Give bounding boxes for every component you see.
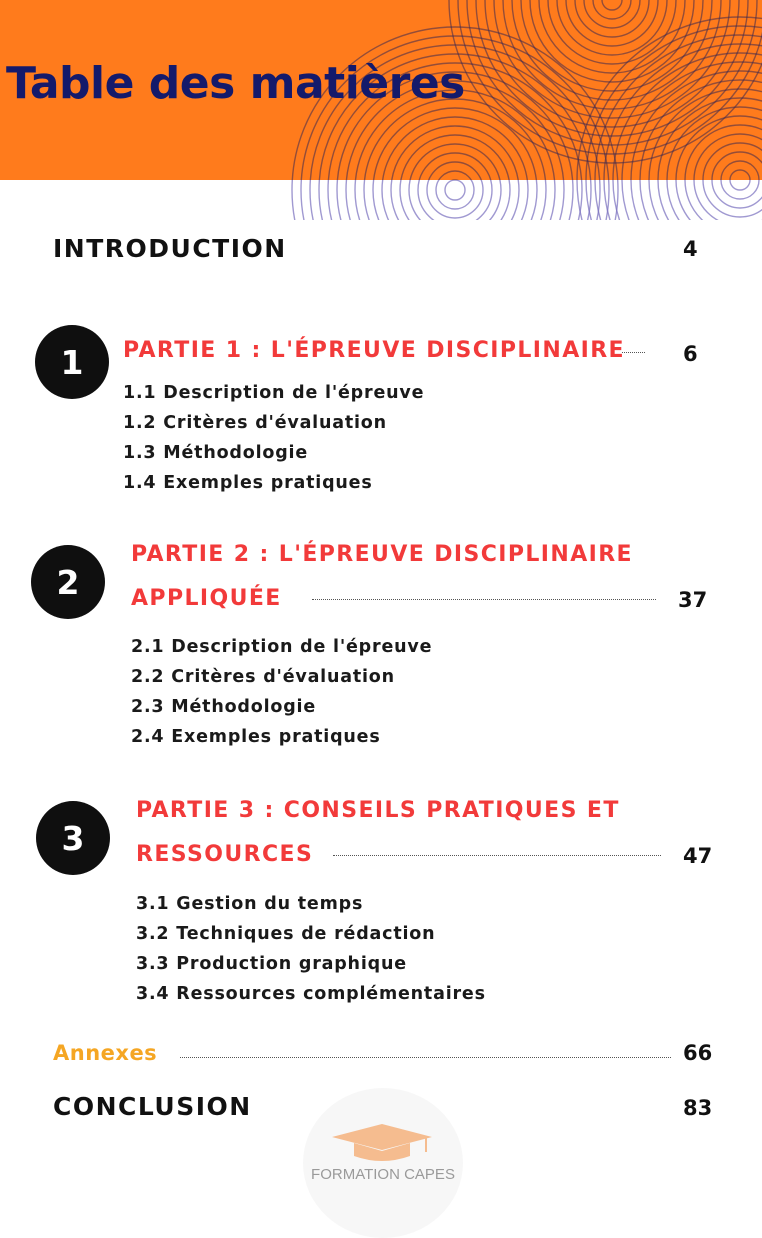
part-2-item[interactable]: 2.3 Méthodologie: [131, 697, 316, 717]
part-1-item[interactable]: 1.2 Critères d'évaluation: [123, 413, 387, 433]
part-2-leader-dots: [312, 599, 656, 600]
graduation-cap-icon: [330, 1122, 434, 1164]
part-1-page: 6: [683, 342, 698, 366]
part-3-item[interactable]: 3.1 Gestion du temps: [136, 894, 364, 914]
part-2-heading-line2[interactable]: APPLIQUÉE: [131, 586, 282, 611]
part-2-item[interactable]: 2.1 Description de l'épreuve: [131, 637, 433, 657]
part-3-heading-line1[interactable]: PARTIE 3 : CONSEILS PRATIQUES ET: [136, 798, 620, 823]
annexes-leader-dots: [180, 1057, 671, 1058]
part-1-heading[interactable]: PARTIE 1 : L'ÉPREUVE DISCIPLINAIRE: [123, 338, 625, 363]
part-1-number-badge: 1: [35, 325, 109, 399]
annexes-page: 66: [683, 1041, 713, 1065]
part-3-heading-line2[interactable]: RESSOURCES: [136, 842, 314, 867]
page-title: Table des matières: [6, 58, 465, 109]
part-3-item[interactable]: 3.2 Techniques de rédaction: [136, 924, 436, 944]
introduction-page: 4: [683, 237, 698, 261]
introduction-heading[interactable]: INTRODUCTION: [53, 234, 287, 263]
part-2-heading-line1[interactable]: PARTIE 2 : L'ÉPREUVE DISCIPLINAIRE: [131, 542, 633, 567]
part-3-item[interactable]: 3.4 Ressources complémentaires: [136, 984, 486, 1004]
part-1-item[interactable]: 1.1 Description de l'épreuve: [123, 383, 425, 403]
part-1-item[interactable]: 1.3 Méthodologie: [123, 443, 308, 463]
conclusion-heading[interactable]: CONCLUSION: [53, 1092, 252, 1121]
annexes-heading[interactable]: Annexes: [53, 1041, 158, 1065]
part-2-page: 37: [678, 588, 708, 612]
conclusion-page: 83: [683, 1096, 713, 1120]
part-3-leader-dots: [333, 855, 661, 856]
part-2-item[interactable]: 2.4 Exemples pratiques: [131, 727, 381, 747]
part-3-item[interactable]: 3.3 Production graphique: [136, 954, 407, 974]
part-1-item[interactable]: 1.4 Exemples pratiques: [123, 473, 373, 493]
part-3-number-badge: 3: [36, 801, 110, 875]
part-1-leader-dots: [622, 352, 645, 353]
part-2-item[interactable]: 2.2 Critères d'évaluation: [131, 667, 395, 687]
part-3-page: 47: [683, 844, 713, 868]
concentric-arcs-decoration-lower: [0, 180, 762, 220]
part-2-number-badge: 2: [31, 545, 105, 619]
watermark-text: FORMATION CAPES: [311, 1166, 455, 1183]
